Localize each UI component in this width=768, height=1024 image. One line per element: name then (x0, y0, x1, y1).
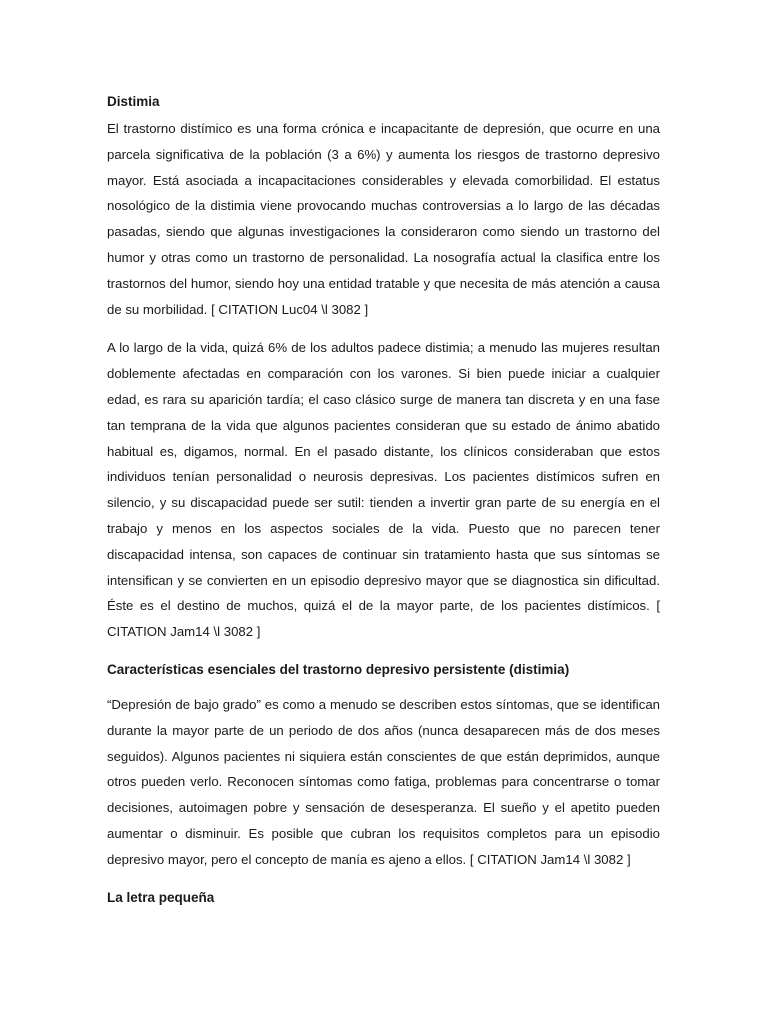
paragraph-prevalence: A lo largo de la vida, quizá 6% de los adultos padece distimia; a menudo las mujeres resultan doblemente afectadas en comparación con los varones. Si bien puede iniciar a cualquier edad, es rara su aparición tardía; el caso clásico surge de manera tan discreta y en una fase tan temprana de la vida que algunos pacientes consideran que su estado de ánimo abatido habitual es, digamos, normal. En el pasado distante, los clínicos consideraban que estos individuos tenían personalidad o neurosis depresivas. Los pacientes distímicos sufren en silencio, y su discapacidad puede ser sutil: tienden a invertir gran parte de su energía en el trabajo y menos en los aspectos sociales de la vida. Puesto que no parecen tener discapacidad intensa, son capaces de continuar sin tratamiento hasta que sus síntomas se intensifican y se convierten en un episodio depresivo mayor que se diagnostica sin dificultad. Éste es el destino de muchos, quizá el de la mayor parte, de los pacientes distímicos. [ CITATION Jam14 \l 3082 ] (107, 340, 660, 640)
section-heading-letra-pequena: La letra pequeña (107, 889, 215, 905)
section-heading-distimia: Distimia (107, 94, 160, 109)
paragraph-symptoms: “Depresión de bajo grado” es como a menudo se describen estos síntomas, que se identifican durante la mayor parte de un periodo de dos años (nunca desaparecen más de dos meses seguidos). Algunos pacientes ni siquiera están conscientes de que están deprimidos, aunque otros pueden verlo. Reconocen síntomas como fatiga, problemas para concentrarse o tomar decisiones, autoimagen pobre y sensación de desesperanza. El sueño y el apetito pueden aumentar o disminuir. Es posible que cubran los requisitos completos para un episodio depresivo mayor, pero el concepto de manía es ajeno a ellos. [ CITATION Jam14 \l 3082 ] (107, 696, 660, 867)
section-heading-caracteristicas: Características esenciales del trastorno depresivo persistente (distimia) (107, 661, 570, 677)
document-page (107, 90, 660, 910)
paragraph-definition: El trastorno distímico es una forma crónica e incapacitante de depresión, que ocurre en una parcela significativa de la población (3 a 6%) y aumenta los riesgos de trastorno depresivo mayor. Está asociada a incapacitaciones considerables y elevada comorbilidad. El estatus nosológico de la distimia viene provocando muchas controversias a lo largo de las décadas pasadas, siendo que algunas investigaciones la consideraron como siendo un trastorno del humor y otras como un trastorno de personalidad. La nosografía actual la clasifica entre los trastornos del humor, siendo hoy una entidad tratable y que necesita de más atención a causa de su morbilidad. [ CITATION Luc04 \l 3082 ] (107, 121, 660, 317)
